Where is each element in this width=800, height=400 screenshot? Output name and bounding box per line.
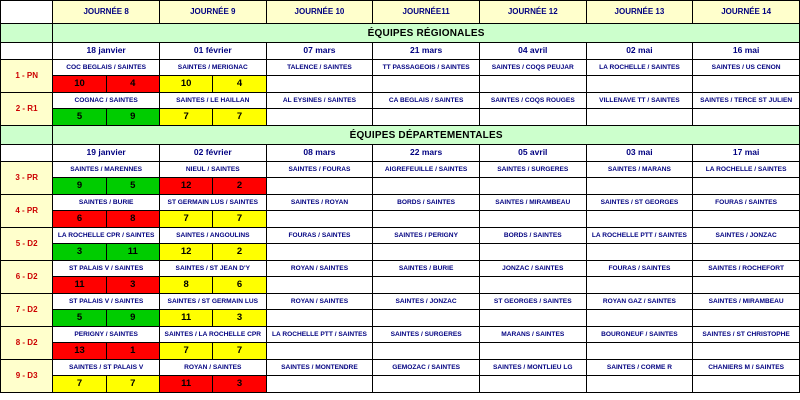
match-date-5: 04 avril [479,43,586,60]
match-date-3: 07 mars [266,43,373,60]
match-fixture: SAINTES / COQS PEUJAR [479,60,586,76]
score-away: 7 [213,343,265,359]
score-home: 11 [160,376,213,392]
match-score-empty [479,211,586,228]
match-score-empty [586,277,693,294]
match-score-empty [693,178,800,195]
match-score-empty [266,76,373,93]
match-fixture: SAINTES / SURGERES [373,327,480,343]
header-row [1,1,800,24]
section-title-row [1,126,800,145]
match-fixture: SAINTES / COQS ROUGES [479,93,586,109]
score-home: 7 [160,343,213,359]
score-away: 9 [107,310,159,326]
match-score [53,244,160,261]
score-away: 1 [107,343,159,359]
match-fixture: SAINTES / ST GEORGES [586,195,693,211]
match-score-empty [479,376,586,393]
header-journee-7: JOURNÉE 14 [693,1,800,24]
match-fixture: LA ROCHELLE CPR / SAINTES [53,228,160,244]
match-score-empty [693,376,800,393]
match-score-empty [266,277,373,294]
match-fixture: LA ROCHELLE PTT / SAINTES [266,327,373,343]
team-label: 9 - D3 [1,360,53,393]
match-score-empty [373,211,480,228]
match-fixture: BOURGNEUF / SAINTES [586,327,693,343]
match-date-3: 08 mars [266,145,373,162]
team-match-row [1,60,800,76]
match-date-2: 02 février [159,145,266,162]
score-home: 7 [160,109,213,125]
match-score-empty [266,244,373,261]
match-score-empty [373,178,480,195]
score-home: 3 [53,244,106,260]
match-date-4: 21 mars [373,43,480,60]
team-match-row [1,162,800,178]
match-score-empty [586,76,693,93]
section-date-row [1,43,800,60]
score-home: 5 [53,310,106,326]
team-match-row [1,294,800,310]
match-score [159,211,266,228]
match-fixture: SAINTES / MERIGNAC [159,60,266,76]
match-fixture: GEMOZAC / SAINTES [373,360,480,376]
match-fixture: SAINTES / MIRAMBEAU [479,195,586,211]
team-match-row [1,228,800,244]
score-away: 5 [107,178,159,194]
score-away: 4 [213,76,265,92]
match-fixture: SAINTES / SURGERES [479,162,586,178]
match-fixture: CHANIERS M / SAINTES [693,360,800,376]
match-fixture: SAINTES / JONZAC [373,294,480,310]
match-score-empty [586,109,693,126]
match-score [53,277,160,294]
match-score-empty [373,109,480,126]
match-fixture: SAINTES / US CENON [693,60,800,76]
score-home: 8 [160,277,213,293]
score-home: 5 [53,109,106,125]
match-fixture: COGNAC / SAINTES [53,93,160,109]
match-score-empty [479,310,586,327]
match-score-empty [693,343,800,360]
date-row-spacer [1,145,53,162]
match-fixture: SAINTES / MARANS [586,162,693,178]
match-date-2: 01 février [159,43,266,60]
match-fixture: AIGREFEUILLE / SAINTES [373,162,480,178]
match-score-empty [479,178,586,195]
score-away: 3 [213,376,265,392]
match-score-empty [693,244,800,261]
match-date-1: 18 janvier [53,43,160,60]
team-match-row [1,261,800,277]
match-score [159,376,266,393]
team-label: 1 - PN [1,60,53,93]
score-home: 10 [53,76,106,92]
match-score-empty [266,109,373,126]
match-fixture: SAINTES / LE HAILLAN [159,93,266,109]
team-label: 4 - PR [1,195,53,228]
match-fixture: CA BEGLAIS / SAINTES [373,93,480,109]
match-fixture: BORDS / SAINTES [479,228,586,244]
match-score-empty [693,277,800,294]
score-away: 7 [213,109,265,125]
match-fixture: SAINTES / ST JEAN D'Y [159,261,266,277]
match-score-empty [693,310,800,327]
match-score-empty [373,76,480,93]
score-home: 9 [53,178,106,194]
match-fixture: SAINTES / BURIE [53,195,160,211]
match-date-4: 22 mars [373,145,480,162]
section-title-spacer [1,24,53,43]
match-date-1: 19 janvier [53,145,160,162]
match-fixture: FOURAS / SAINTES [586,261,693,277]
score-away: 2 [213,244,265,260]
match-score [53,310,160,327]
score-home: 11 [160,310,213,326]
team-score-row [1,109,800,126]
match-score-empty [479,244,586,261]
match-fixture: SAINTES / MONTLIEU LG [479,360,586,376]
match-score-empty [586,244,693,261]
match-score [159,109,266,126]
match-score-empty [586,343,693,360]
match-score [159,343,266,360]
team-score-row [1,343,800,360]
match-fixture: VILLENAVE TT / SAINTES [586,93,693,109]
score-home: 11 [53,277,106,293]
match-score-empty [479,109,586,126]
team-match-row [1,195,800,211]
score-away: 2 [213,178,265,194]
score-home: 7 [53,376,106,392]
score-away: 11 [107,244,159,260]
match-score-empty [373,376,480,393]
match-fixture: SAINTES / ROCHEFORT [693,261,800,277]
match-score-empty [266,178,373,195]
match-fixture: ROYAN / SAINTES [159,360,266,376]
section-title-row [1,24,800,43]
header-journee-2: JOURNÉE 9 [159,1,266,24]
match-date-5: 05 avril [479,145,586,162]
score-away: 7 [213,211,265,227]
match-score [159,244,266,261]
match-fixture: TALENCE / SAINTES [266,60,373,76]
score-away: 9 [107,109,159,125]
match-score-empty [266,376,373,393]
team-label: 3 - PR [1,162,53,195]
match-score-empty [373,310,480,327]
match-score [53,76,160,93]
match-score-empty [693,109,800,126]
team-score-row [1,310,800,327]
match-score [53,109,160,126]
match-score [53,376,160,393]
match-score [159,277,266,294]
team-label: 7 - D2 [1,294,53,327]
match-date-7: 16 mai [693,43,800,60]
header-corner [1,1,53,24]
match-score-empty [266,343,373,360]
match-fixture: ROYAN / SAINTES [266,261,373,277]
match-date-7: 17 mai [693,145,800,162]
match-fixture: LA ROCHELLE PTT / SAINTES [586,228,693,244]
match-score [53,343,160,360]
match-fixture: MARANS / SAINTES [479,327,586,343]
score-home: 12 [160,178,213,194]
match-fixture: SAINTES / PERIGNY [373,228,480,244]
match-date-6: 02 mai [586,43,693,60]
match-fixture: LA ROCHELLE / SAINTES [693,162,800,178]
match-score-empty [373,277,480,294]
match-score-empty [266,211,373,228]
score-away: 4 [107,76,159,92]
match-date-6: 03 mai [586,145,693,162]
score-home: 7 [160,211,213,227]
match-fixture: SAINTES / ST PALAIS V [53,360,160,376]
match-fixture: SAINTES / ROYAN [266,195,373,211]
match-fixture: ROYAN GAZ / SAINTES [586,294,693,310]
header-journee-6: JOURNÉE 13 [586,1,693,24]
header-journee-3: JOURNÉE 10 [266,1,373,24]
match-fixture: BORDS / SAINTES [373,195,480,211]
match-fixture: SAINTES / ANGOULINS [159,228,266,244]
match-fixture: AL EYSINES / SAINTES [266,93,373,109]
match-fixture: SAINTES / BURIE [373,261,480,277]
team-score-row [1,244,800,261]
match-fixture: SAINTES / MIRAMBEAU [693,294,800,310]
team-score-row [1,277,800,294]
match-score [53,178,160,195]
match-fixture: COC BEGLAIS / SAINTES [53,60,160,76]
header-journee-5: JOURNÉE 12 [479,1,586,24]
match-fixture: ROYAN / SAINTES [266,294,373,310]
score-home: 13 [53,343,106,359]
match-score-empty [266,310,373,327]
score-home: 6 [53,211,106,227]
team-label: 2 - R1 [1,93,53,126]
match-score [53,211,160,228]
match-fixture: LA ROCHELLE / SAINTES [586,60,693,76]
team-match-row [1,327,800,343]
match-score-empty [586,376,693,393]
match-fixture: SAINTES / TERCE ST JULIEN [693,93,800,109]
match-score [159,178,266,195]
section-date-row [1,145,800,162]
match-fixture: SAINTES / MARENNES [53,162,160,178]
match-score-empty [373,343,480,360]
team-match-row [1,93,800,109]
score-home: 12 [160,244,213,260]
team-score-row [1,211,800,228]
score-away: 8 [107,211,159,227]
header-journee-1: JOURNÉE 8 [53,1,160,24]
date-row-spacer [1,43,53,60]
match-fixture: ST PALAIS V / SAINTES [53,261,160,277]
match-fixture: SAINTES / ST GERMAIN LUS [159,294,266,310]
match-fixture: SAINTES / CORME R [586,360,693,376]
match-score-empty [479,277,586,294]
header-journee-4: JOURNÉE11 [373,1,480,24]
match-score-empty [479,76,586,93]
section-title-spacer [1,126,53,145]
match-score-empty [586,178,693,195]
team-score-row [1,376,800,393]
match-score-empty [373,244,480,261]
team-score-row [1,178,800,195]
match-fixture: SAINTES / ST CHRISTOPHE [693,327,800,343]
match-fixture: FOURAS / SAINTES [266,228,373,244]
match-score-empty [479,343,586,360]
match-fixture: NIEUL / SAINTES [159,162,266,178]
team-label: 6 - D2 [1,261,53,294]
match-fixture: SAINTES / JONZAC [693,228,800,244]
match-fixture: PERIGNY / SAINTES [53,327,160,343]
match-fixture: FOURAS / SAINTES [693,195,800,211]
team-match-row [1,360,800,376]
match-score-empty [586,310,693,327]
match-score [159,310,266,327]
section-title: ÉQUIPES DÉPARTEMENTALES [53,126,800,145]
score-away: 3 [213,310,265,326]
match-score-empty [693,211,800,228]
score-home: 10 [160,76,213,92]
section-title: ÉQUIPES RÉGIONALES [53,24,800,43]
match-fixture: ST GERMAIN LUS / SAINTES [159,195,266,211]
team-score-row [1,76,800,93]
score-away: 6 [213,277,265,293]
match-fixture: ST GEORGES / SAINTES [479,294,586,310]
match-score-empty [586,211,693,228]
match-fixture: SAINTES / LA ROCHELLE CPR [159,327,266,343]
match-score-empty [693,76,800,93]
match-fixture: JONZAC / SAINTES [479,261,586,277]
team-label: 8 - D2 [1,327,53,360]
match-fixture: ST PALAIS V / SAINTES [53,294,160,310]
score-away: 7 [107,376,159,392]
match-fixture: SAINTES / FOURAS [266,162,373,178]
team-label: 5 - D2 [1,228,53,261]
match-score [159,76,266,93]
match-fixture: SAINTES / MONTENDRE [266,360,373,376]
match-fixture: TT PASSAGEOIS / SAINTES [373,60,480,76]
score-away: 3 [107,277,159,293]
